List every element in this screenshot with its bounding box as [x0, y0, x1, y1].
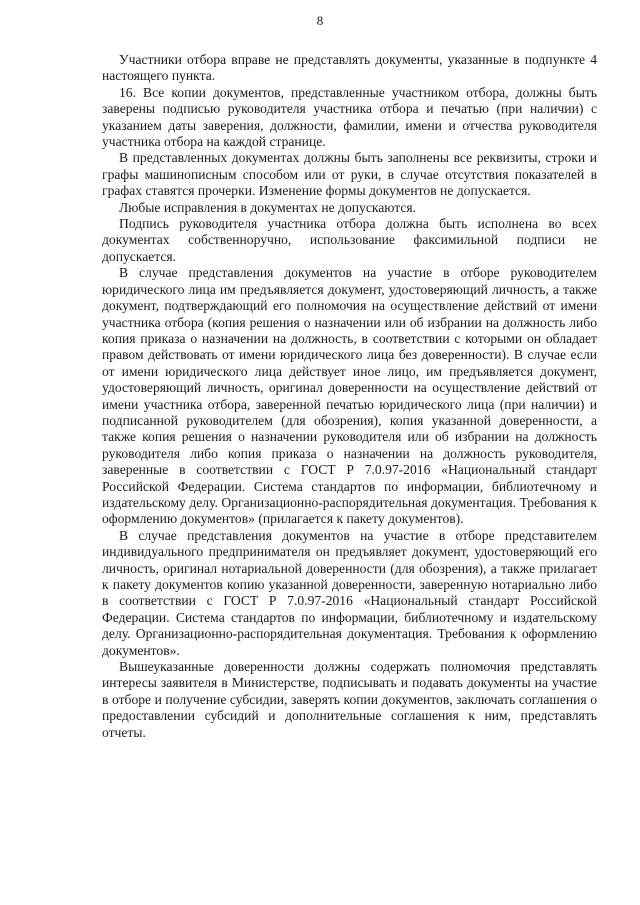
- page-number: 8: [316, 13, 324, 28]
- paragraph-2: 16. Все копии документов, представленные участником отбора, должны быть заверены подписью руководителя участника отбора и печатью (при наличии) с указанием даты заверения, должности, фамилии, имени и отчества руководителя участника отбора на каждой странице.: [102, 84, 597, 150]
- paragraph-1: Участники отбора вправе не представлять документы, указанные в подпункте 4 настоящего пункта.: [102, 52, 597, 84]
- paragraph-8: Вышеуказанные доверенности должны содержать полномочия представлять интересы заявителя в Министерстве, подписывать и подавать документы на участие в отборе и получение субсидии, заверять копии документов, заключать соглашения о предоставлении субсидий и дополнительные соглашения к ним, представлять отчеты.: [102, 659, 597, 740]
- paragraph-4: Любые исправления в документах не допускаются.: [119, 199, 417, 215]
- paragraph-6: В случае представления документов на участие в отборе руководителем юридического лица им предъявляется документ, удостоверяющий личность, а также документ, подтверждающий его полномочия на осуществление действий от имени участника отбора (копия решения о назначении или об избрании на должность либо копия приказа о назначении на должность, в соответствии с которыми он обладает правом действовать от имени юридического лица без доверенности). В случае если от имени юридического лица действует иное лицо, им предъявляется документ, удостоверяющий личность, оригинал доверенности на осуществление действий от имени участника отбора, заверенной печатью юридического лица (при наличии) и подписанной руководителем (для обозрения), копия указанной доверенности, а также копия решения о назначении руководителя или об избрании на должность руководителя либо копия приказа о назначении на должность руководителя, заверенные в соответствии с ГОСТ Р 7.0.97-2016 «Национальный стандарт Российской Федерации. Система стандартов по информации, библиотечному и издательскому делу. Организационно-распорядительная документация. Требования к оформлению документов» (прилагается к пакету документов).: [102, 265, 597, 527]
- paragraph-7: В случае представления документов на участие в отборе представителем индивидуального предпринимателя он предъявляет документ, удостоверяющий его личность, оригинал нотариальной доверенности (для обозрения), а также прилагает к пакету документов копию указанной доверенности, заверенную нотариально либо в соответствии с ГОСТ Р 7.0.97-2016 «Национальный стандарт Российской Федерации. Система стандартов по информации, библиотечному и издательскому делу. Организационно-распорядительная документация. Требования к оформлению документов».: [102, 527, 597, 658]
- paragraph-3: В представленных документах должны быть заполнены все реквизиты, строки и графы машинописным способом или от руки, в случае отсутствия показателей в графах ставятся прочерки. Изменение формы документов не допускается.: [102, 150, 597, 199]
- document-body: [102, 52, 597, 741]
- paragraph-5: Подпись руководителя участника отбора должна быть исполнена во всех документах собственноручно, использование факсимильной подписи не допускается.: [102, 216, 597, 264]
